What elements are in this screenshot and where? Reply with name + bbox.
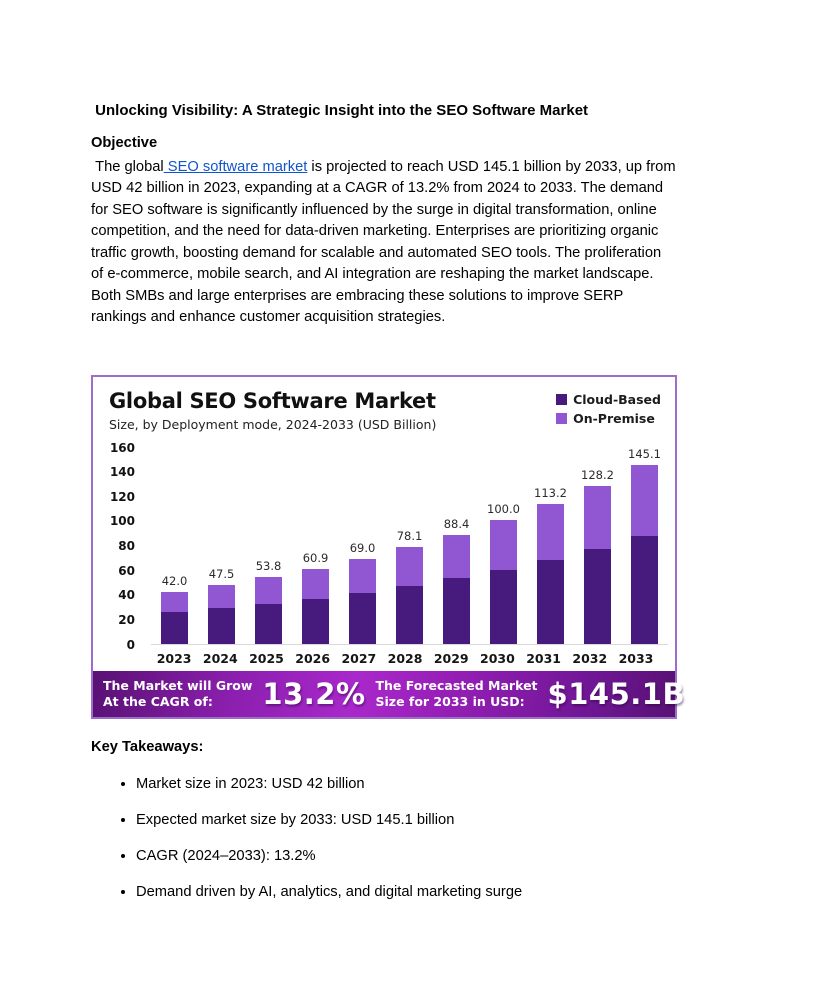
takeaway-item-2: • Expected market size by 2033: USD 145.1 billion (136, 810, 677, 832)
x-tick-label: 2033 (618, 650, 654, 666)
y-axis (105, 440, 135, 652)
key-takeaways-list (91, 774, 677, 904)
on-premise-segment (349, 559, 376, 593)
objective-text-before-link: The global (91, 158, 164, 175)
bar-2025 (245, 559, 292, 643)
cloud-based-segment (631, 536, 658, 643)
on-premise-segment (302, 569, 329, 599)
cloud-based-segment (443, 578, 470, 643)
bar-2029 (433, 517, 480, 644)
on-premise-swatch-icon (556, 413, 567, 424)
cloud-based-segment (490, 570, 517, 644)
cloud-based-segment (537, 560, 564, 644)
y-tick-label: 20 (118, 612, 135, 627)
bar-stack (302, 569, 329, 644)
bar-stack (443, 535, 470, 644)
bar-value-label: 69.0 (349, 540, 376, 555)
y-tick-label: 140 (109, 465, 135, 480)
bar-value-label: 128.2 (581, 467, 614, 482)
bar-2032 (574, 468, 621, 644)
banner-forecast-label-line1: The Forecasted Market (375, 677, 538, 693)
bar-stack (584, 486, 611, 644)
brand-text (733, 678, 838, 708)
market-chart-card (91, 375, 838, 719)
takeaway-item-4: • Demand driven by AI, analytics, and digital marketing surge (136, 882, 677, 904)
chart-legend (556, 389, 661, 426)
x-tick-label: 2028 (387, 650, 423, 666)
cloud-based-segment (302, 599, 329, 644)
cloud-based-segment (255, 604, 282, 644)
on-premise-segment (537, 504, 564, 560)
y-tick-label: 60 (118, 563, 135, 578)
takeaway-item-3: • CAGR (2024–2033): 13.2% (136, 846, 677, 868)
page-title: Unlocking Visibility: A Strategic Insight into the SEO Software Market (91, 102, 589, 119)
x-axis-labels (151, 651, 659, 666)
key-takeaways-heading: Key Takeaways: (91, 738, 204, 755)
x-tick-label: 2023 (156, 650, 192, 666)
bar-stack (396, 547, 423, 643)
y-tick-label: 160 (109, 440, 135, 455)
plot-area (151, 448, 668, 645)
on-premise-segment (443, 535, 470, 579)
bar-2030 (480, 502, 527, 643)
bar-2027 (339, 541, 386, 644)
cloud-based-segment (161, 612, 188, 643)
x-tick-label: 2025 (249, 650, 284, 666)
market-us-logo-icon (697, 681, 727, 707)
bar-2033 (621, 447, 668, 644)
banner-cagr-label-line1: The Market will Grow (103, 677, 253, 693)
on-premise-segment (396, 547, 423, 585)
bar-2023 (151, 574, 198, 644)
legend-item-cloud-based (556, 392, 661, 407)
banner-cagr-label-line2: At the CAGR of: (103, 693, 213, 709)
bar-stack (631, 465, 658, 644)
banner-forecast-label-line2: Size for 2033 in USD: (375, 693, 525, 709)
on-premise-segment (631, 465, 658, 536)
on-premise-segment (584, 486, 611, 549)
x-tick-label: 2031 (526, 650, 561, 666)
x-tick-label: 2032 (572, 650, 608, 666)
bar-value-label: 100.0 (487, 502, 520, 517)
x-tick-label: 2030 (480, 650, 515, 666)
bar-value-label: 53.8 (255, 559, 282, 574)
objective-heading: Objective (91, 135, 158, 151)
bar-value-label: 88.4 (443, 516, 470, 531)
x-tick-label: 2026 (295, 650, 331, 666)
bar-2028 (386, 529, 433, 643)
cloud-based-segment (396, 586, 423, 644)
cloud-based-segment (584, 549, 611, 644)
chart-title: Global SEO Software Market (109, 388, 436, 413)
on-premise-segment (208, 585, 235, 608)
chart-subtitle: Size, by Deployment mode, 2024-2033 (USD Billion) (109, 416, 437, 432)
y-tick-label: 80 (118, 539, 135, 553)
bar-2024 (198, 567, 245, 643)
y-tick-label: 40 (118, 588, 135, 603)
cloud-based-segment (349, 593, 376, 644)
on-premise-segment (161, 592, 188, 613)
bar-value-label: 113.2 (534, 486, 567, 501)
cloud-based-swatch-icon (556, 394, 567, 405)
brand-name: market.us (733, 676, 838, 699)
bar-stack (161, 592, 188, 644)
y-tick-label: 0 (126, 637, 135, 652)
brand-tagline: ONE STOP SHOP FOR THE REPORTS (733, 698, 814, 708)
on-premise-segment (490, 520, 517, 569)
cloud-based-segment (208, 608, 235, 643)
bar-value-label: 145.1 (628, 446, 661, 461)
bar-stack (349, 559, 376, 644)
banner-cagr-label (103, 678, 252, 709)
chart-header (93, 377, 675, 434)
takeaway-item-1: • Market size in 2023: USD 42 billion (136, 774, 677, 796)
legend-label-on-premise: On-Premise (573, 410, 655, 426)
bar-2026 (292, 551, 339, 644)
legend-label-cloud-based: Cloud-Based (573, 391, 661, 407)
bar-value-label: 47.5 (208, 567, 235, 582)
bar-stack (490, 520, 517, 643)
objective-paragraph (91, 157, 680, 329)
x-tick-label: 2027 (341, 650, 377, 666)
cagr-banner (93, 671, 838, 717)
chart-title-block (109, 389, 436, 432)
banner-forecast-value: $145.1B (547, 676, 686, 711)
bar-stack (255, 577, 282, 643)
on-premise-segment (255, 577, 282, 603)
bar-value-label: 78.1 (396, 529, 423, 544)
bar-stack (208, 585, 235, 643)
banner-forecast-label (376, 678, 538, 709)
market-us-brand (697, 678, 838, 708)
y-tick-label: 100 (109, 514, 135, 529)
objective-text-after-link: is projected to reach USD 145.1 billion by 2033, up from USD 42 billion in 2023, expanding at a CAGR of 13.2% from 2024 to 2033. The demand for SEO software is significantly influenced by the surge in digital transformation, online competition, and the need for data-driven marketing. Enterprises are prioritizing organic traffic growth, boosting demand for scalable and automated SEO tools. The proliferation of e-commerce, mobile search, and AI integration are reshaping the market landscape. Both SMBs and large enterprises are embracing these solutions to improve SERP rankings and enhance customer acquisition strategies. (91, 158, 680, 325)
legend-item-on-premise (556, 411, 661, 426)
bar-value-label: 60.9 (302, 550, 329, 565)
x-tick-label: 2029 (433, 650, 469, 666)
y-tick-label: 120 (109, 489, 135, 504)
bar-stack (537, 504, 564, 643)
x-tick-label: 2024 (202, 650, 238, 666)
banner-cagr-value: 13.2% (262, 676, 366, 711)
bar-value-label: 42.0 (161, 573, 188, 588)
seo-software-market-link[interactable]: SEO software market (163, 158, 308, 175)
bar-chart-plot (105, 440, 661, 652)
bar-2031 (527, 486, 574, 643)
